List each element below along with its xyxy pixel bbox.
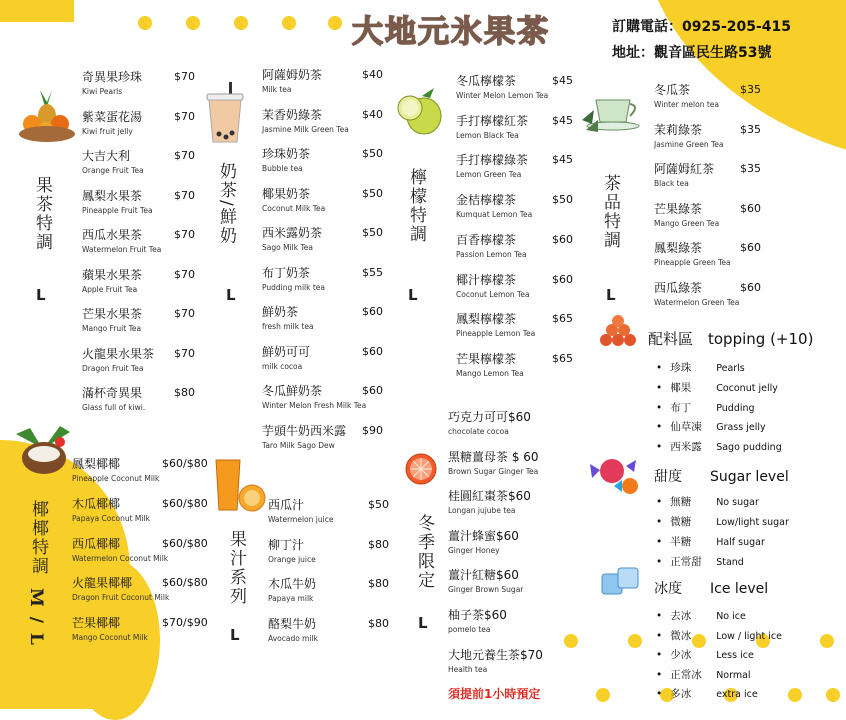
menu-item: [268, 616, 389, 644]
lemon-icon: [394, 86, 446, 138]
item-name-en: Black tea: [654, 179, 689, 188]
item-name-en: Jasmine Green Tea: [654, 139, 724, 149]
item-name: 木瓜牛奶: [268, 577, 317, 591]
orange-juice-icon: [210, 458, 268, 514]
item-name-en: Mango Fruit Tea: [82, 324, 142, 333]
item-name-en: Pudding milk tea: [262, 282, 325, 292]
item-name-en: Coconut Milk Tea: [262, 203, 326, 213]
item-price: $45: [552, 113, 573, 127]
item-name: 椰果奶茶: [262, 186, 311, 201]
dot: [564, 634, 578, 648]
item-name-en: Kiwi Pearls: [82, 87, 123, 96]
item-name-en: Papaya Coconut Milk: [72, 513, 150, 523]
item-name-en: Taro Milk Sago Dew: [262, 440, 335, 450]
item-name: 冬瓜鮮奶茶: [262, 384, 323, 398]
item-name-en: Brown Sugar Ginger Tea: [448, 466, 539, 476]
section-title-coconut: 椰椰特調: [28, 500, 48, 576]
menu-item: [654, 280, 761, 308]
item-name-en: Watermelon Coconut Milk: [72, 553, 169, 563]
item-name: 西米露奶茶: [262, 226, 323, 240]
dot: [328, 16, 342, 30]
item-price: $70: [174, 346, 195, 360]
item-name: 鳳梨檸檬茶: [456, 312, 517, 327]
menu-item: [82, 228, 195, 255]
item-name: 冬瓜茶: [654, 83, 691, 97]
item-name-en: Pineapple Fruit Tea: [82, 205, 153, 215]
item-name: 大地元養生茶$70: [448, 647, 543, 662]
item-price: $65: [552, 312, 573, 326]
item-name: 大吉大利: [82, 149, 131, 163]
boba-pearls-icon: [598, 314, 640, 348]
size-label: L: [418, 614, 428, 632]
item-price: $60: [740, 201, 761, 215]
item-name: 茉香奶綠茶: [262, 107, 323, 122]
item-price: $60: [552, 232, 573, 246]
menu-item: [82, 70, 195, 97]
section-title-juice: 果汁系列: [226, 530, 246, 606]
item-name-en: Ginger Brown Sugar: [448, 585, 524, 595]
menu-item: [448, 608, 507, 635]
menu-item: [262, 107, 383, 135]
menu-item: [82, 149, 195, 176]
item-name-en: Sago Milk Tea: [262, 243, 313, 252]
candy-icon: [588, 456, 644, 496]
address: 地址：觀音區民生路53號: [612, 45, 772, 61]
fruit-basket-icon: [18, 84, 76, 144]
item-name-en: Coconut Lemon Tea: [456, 289, 530, 299]
option-name: 無糖: [670, 496, 692, 508]
item-name: 紫菜蛋花湯: [82, 109, 143, 124]
item-name: 巧克力可可$60: [448, 410, 531, 424]
item-name-en: Watermelon juice: [268, 515, 334, 524]
option-item: [656, 554, 744, 569]
menu-item: [456, 351, 573, 379]
item-name-en: Pineapple Green Tea: [654, 258, 731, 267]
item-name: 鳳梨綠茶: [654, 241, 703, 255]
dot: [186, 16, 200, 30]
menu-item: [654, 162, 761, 189]
menu-item: [456, 113, 573, 141]
menu-item: [456, 193, 573, 220]
menu-item: [262, 265, 383, 293]
option-item: [656, 647, 754, 662]
item-price: $60: [362, 344, 383, 358]
option-item: [656, 380, 778, 395]
dot: [628, 634, 642, 648]
item-name: 鳳梨椰椰: [72, 457, 121, 471]
menu-item: [72, 457, 208, 484]
menu-item: [262, 147, 383, 174]
item-name: 阿薩姆紅茶: [654, 162, 715, 176]
option-name: 微糖: [670, 516, 692, 528]
item-name-en: Winter Melon Fresh Milk Tea: [262, 401, 367, 410]
item-name: 金桔檸檬茶: [456, 193, 517, 208]
item-name-en: Glass full of kiwi.: [82, 403, 146, 412]
menu-item: [262, 68, 383, 95]
item-name-en: Passion Lemon Tea: [456, 249, 527, 259]
option-name-en: Sago pudding: [716, 442, 782, 454]
item-name: 布丁奶茶: [262, 265, 311, 280]
item-price: $50: [362, 147, 383, 160]
item-name-en: Winter Melon Lemon Tea: [456, 91, 549, 100]
item-name: 木瓜椰椰: [72, 496, 121, 511]
option-name-en: Pearls: [716, 363, 745, 374]
item-name-en: Milk tea: [262, 85, 292, 94]
option-item: [656, 667, 751, 682]
item-name-en: milk cocoa: [262, 361, 303, 371]
item-name-en: Watermelon Green Tea: [654, 297, 740, 307]
item-price: $50: [362, 186, 383, 200]
option-name-en: Grass jelly: [716, 422, 766, 434]
menu-item: [456, 272, 573, 300]
item-name-en: Avocado milk: [268, 633, 318, 643]
option-item: [656, 439, 782, 454]
menu-item: [654, 122, 761, 150]
size-label: L: [226, 286, 236, 304]
item-price: $60: [740, 280, 761, 294]
item-price: $50: [362, 226, 383, 239]
item-name: 茉莉綠茶: [654, 122, 703, 137]
item-name-en: Orange Fruit Tea: [82, 166, 144, 175]
option-name-en: extra ice: [716, 689, 758, 701]
item-name: 西瓜綠茶: [654, 280, 703, 295]
option-item: [656, 686, 758, 701]
size-label: L: [606, 286, 616, 304]
item-name: 黑糖薑母茶 $ 60: [448, 449, 539, 464]
section-title-tea: 茶品特調: [600, 174, 620, 250]
menu-item: [262, 344, 383, 372]
option-name-en: Stand: [716, 557, 744, 568]
option-name: 仙草凍: [670, 421, 702, 434]
menu-item: [262, 305, 383, 332]
tea-cup-icon: [580, 90, 644, 136]
menu-item: [72, 496, 208, 524]
item-name: 珍珠奶茶: [262, 147, 311, 161]
option-name-en: Low / light ice: [716, 630, 782, 642]
option-name: 珍珠: [670, 362, 692, 374]
item-price: $50: [552, 193, 573, 207]
option-item: [656, 400, 755, 415]
menu-item: [654, 241, 761, 268]
bubble-tea-icon: [203, 82, 247, 144]
item-price: $60/$80: [162, 457, 208, 470]
menu-item: [268, 577, 389, 604]
item-name: 火龍果水果茶: [82, 346, 155, 361]
item-name-en: chocolate cocoa: [448, 427, 509, 436]
item-name: 手打檸檬綠茶: [456, 153, 529, 168]
item-name-en: Pineapple Lemon Tea: [456, 329, 536, 339]
item-price: $80: [368, 537, 389, 551]
item-name-en: pomelo tea: [448, 625, 491, 634]
menu-item: [448, 529, 519, 556]
item-name: 火龍果椰椰: [72, 576, 133, 591]
option-name: 去冰: [670, 610, 692, 622]
item-name: 芋頭牛奶西米露: [262, 423, 347, 438]
option-item: [656, 360, 745, 375]
corner-top-left-shape: [0, 0, 74, 22]
item-name-en: Papaya milk: [268, 594, 314, 603]
menu-item: [654, 83, 761, 110]
item-price: $80: [368, 577, 389, 590]
dot: [234, 16, 248, 30]
item-price: $35: [740, 122, 761, 136]
option-name-en: Low/light sugar: [716, 517, 789, 528]
option-name: 椰果: [670, 381, 692, 394]
item-name-en: Kiwi fruit jelly: [82, 126, 133, 136]
item-price: $60: [362, 305, 383, 318]
ice-title: 冰度 Ice level: [654, 581, 769, 597]
size-label: M / L: [26, 588, 46, 647]
shop-title: 大地元氷果茶: [352, 14, 550, 50]
option-name-en: Normal: [716, 669, 751, 681]
size-label: L: [408, 286, 418, 304]
menu-item: [262, 186, 383, 214]
item-price: $60/$80: [162, 576, 208, 590]
section-title-fruit-tea: 果茶特調: [32, 176, 52, 252]
item-price: $45: [552, 74, 573, 87]
option-item: [656, 494, 759, 509]
menu-item: [456, 153, 573, 180]
item-name-en: fresh milk tea: [262, 322, 314, 331]
menu-item: [456, 232, 573, 260]
item-name: 芒果檸檬茶: [456, 351, 517, 366]
menu-item: [448, 489, 531, 516]
dot: [788, 688, 802, 702]
coconut-icon: [12, 426, 74, 476]
item-price: $70: [174, 267, 195, 281]
item-price: $60/$80: [162, 536, 208, 550]
option-name: 正常甜: [670, 556, 702, 568]
item-price: $70: [174, 149, 195, 162]
menu-item: [82, 188, 195, 216]
item-name: 酪梨牛奶: [268, 616, 317, 631]
item-name: 薑汁紅糖$60: [448, 568, 519, 583]
item-price: $70: [174, 228, 195, 241]
item-name: 阿薩姆奶茶: [262, 68, 323, 82]
item-price: $80: [368, 616, 389, 630]
dot: [826, 688, 840, 702]
item-name: 鮮奶可可: [262, 344, 311, 359]
item-price: $35: [740, 162, 761, 175]
item-name: 芒果椰椰: [72, 616, 121, 631]
menu-item: [72, 576, 208, 603]
option-name-en: No ice: [716, 611, 746, 622]
menu-item: [448, 648, 543, 675]
menu-item: [82, 346, 195, 374]
item-name: 柚子茶$60: [448, 608, 507, 622]
item-name-en: Mango Lemon Tea: [456, 368, 524, 378]
option-name: 多冰: [670, 688, 692, 701]
item-price: $40: [362, 107, 383, 121]
item-name: 奇異果珍珠: [82, 70, 143, 84]
item-name-en: Lemon Black Tea: [456, 130, 519, 140]
item-name-en: Pineapple Coconut Milk: [72, 474, 160, 483]
section-title-winter: 冬季限定: [414, 514, 434, 590]
item-name-en: Jasmine Milk Green Tea: [262, 124, 349, 134]
ice-cube-icon: [600, 566, 640, 598]
item-name-en: Mango Coconut Milk: [72, 633, 148, 643]
item-name-en: Watermelon Fruit Tea: [82, 245, 162, 254]
item-price: $70: [174, 70, 195, 83]
item-name: 蘋果水果茶: [82, 267, 143, 282]
menu-item: [456, 74, 573, 101]
item-name: 鳳梨水果茶: [82, 188, 143, 203]
option-name: 布丁: [670, 401, 692, 414]
menu-item: [262, 423, 383, 451]
item-name: 椰汁檸檬茶: [456, 272, 517, 287]
menu-item: [262, 384, 383, 411]
menu-item: [456, 312, 573, 339]
menu-item: [72, 536, 208, 564]
topping-title: 配料區 topping (+10): [648, 330, 814, 348]
item-price: $35: [740, 83, 761, 96]
menu-item: [448, 568, 523, 595]
dot: [596, 688, 610, 702]
item-name: 西瓜汁: [268, 498, 305, 512]
option-name: 少冰: [670, 649, 692, 662]
option-name-en: Pudding: [716, 402, 755, 414]
item-price: $70: [174, 307, 195, 320]
menu-item: [82, 109, 195, 137]
item-price: $70: [174, 109, 195, 123]
item-name: 桂圓紅棗茶$60: [448, 489, 531, 504]
option-name-en: Half sugar: [716, 537, 765, 548]
item-name-en: Bubble tea: [262, 164, 303, 173]
item-name-en: Ginger Honey: [448, 545, 500, 555]
section-title-lemon: 檸檬特調: [406, 168, 426, 244]
item-name: 芒果綠茶: [654, 201, 703, 216]
item-name: 芒果水果茶: [82, 307, 143, 321]
phone-number: 訂購電話：0925-205-415: [612, 19, 792, 35]
item-name: 滿杯奇異果: [82, 386, 143, 400]
menu-item: [82, 386, 195, 413]
option-item: [656, 608, 746, 623]
option-item: [656, 628, 782, 643]
item-name: 手打檸檬紅茶: [456, 113, 529, 128]
option-name: 微冰: [670, 629, 692, 642]
menu-item: [82, 307, 195, 334]
item-price: $40: [362, 68, 383, 81]
item-name-en: Winter melon tea: [654, 100, 719, 109]
item-name: 百香檸檬茶: [456, 232, 517, 247]
item-price: $90: [362, 423, 383, 437]
item-price: $50: [368, 498, 389, 511]
menu-item: [268, 498, 389, 525]
menu-item: [654, 201, 761, 229]
item-name-en: Lemon Green Tea: [456, 170, 522, 180]
menu-item: [82, 267, 195, 295]
option-name-en: Coconut jelly: [716, 382, 778, 394]
sugar-title: 甜度 Sugar level: [654, 469, 789, 485]
item-price: $45: [552, 153, 573, 167]
item-name-en: Health tea: [448, 664, 488, 674]
option-name: 半糖: [670, 536, 692, 548]
item-price: $60/$80: [162, 496, 208, 510]
option-name: 西米露: [670, 441, 702, 454]
item-name: 冬瓜檸檬茶: [456, 74, 517, 88]
item-name: 鮮奶茶: [262, 305, 299, 319]
item-price: $60: [362, 384, 383, 397]
item-name-en: Dragon Fruit Tea: [82, 363, 144, 373]
option-item: [656, 514, 789, 529]
option-name: 正常冰: [670, 668, 702, 681]
item-name-en: Apple Fruit Tea: [82, 284, 138, 294]
item-name: 西瓜水果茶: [82, 228, 143, 242]
menu-item: [448, 450, 539, 477]
item-price: $70: [174, 188, 195, 202]
item-name: 薑汁蜂蜜$60: [448, 528, 519, 543]
size-label: L: [230, 626, 240, 644]
item-name-en: Mango Green Tea: [654, 218, 720, 228]
option-name-en: Less ice: [716, 650, 754, 662]
dot: [820, 634, 834, 648]
dot: [282, 16, 296, 30]
item-name-en: Dragon Fruit Coconut Milk: [72, 593, 170, 603]
menu-item: [262, 226, 383, 253]
size-label: L: [36, 286, 46, 304]
item-price: $80: [174, 386, 195, 399]
item-name-en: Longan jujube tea: [448, 506, 516, 516]
grapefruit-icon: [404, 452, 438, 486]
preorder-note: 須提前1小時預定: [448, 687, 541, 701]
dot: [138, 16, 152, 30]
item-price: $55: [362, 265, 383, 279]
item-name-en: Orange juice: [268, 554, 316, 564]
item-name-en: Kumquat Lemon Tea: [456, 210, 533, 220]
item-price: $65: [552, 351, 573, 365]
item-name: 西瓜椰椰: [72, 536, 121, 551]
section-title-milk-tea: 奶茶/鮮奶: [216, 162, 236, 246]
item-price: $60: [740, 241, 761, 254]
option-item: [656, 419, 766, 434]
option-name-en: No sugar: [716, 497, 759, 508]
item-price: $70/$90: [162, 616, 208, 630]
menu-item: [448, 410, 531, 437]
option-item: [656, 534, 765, 549]
menu-item: [72, 616, 208, 643]
menu-item: [268, 537, 389, 565]
item-name: 柳丁汁: [268, 537, 305, 552]
item-price: $60: [552, 272, 573, 286]
